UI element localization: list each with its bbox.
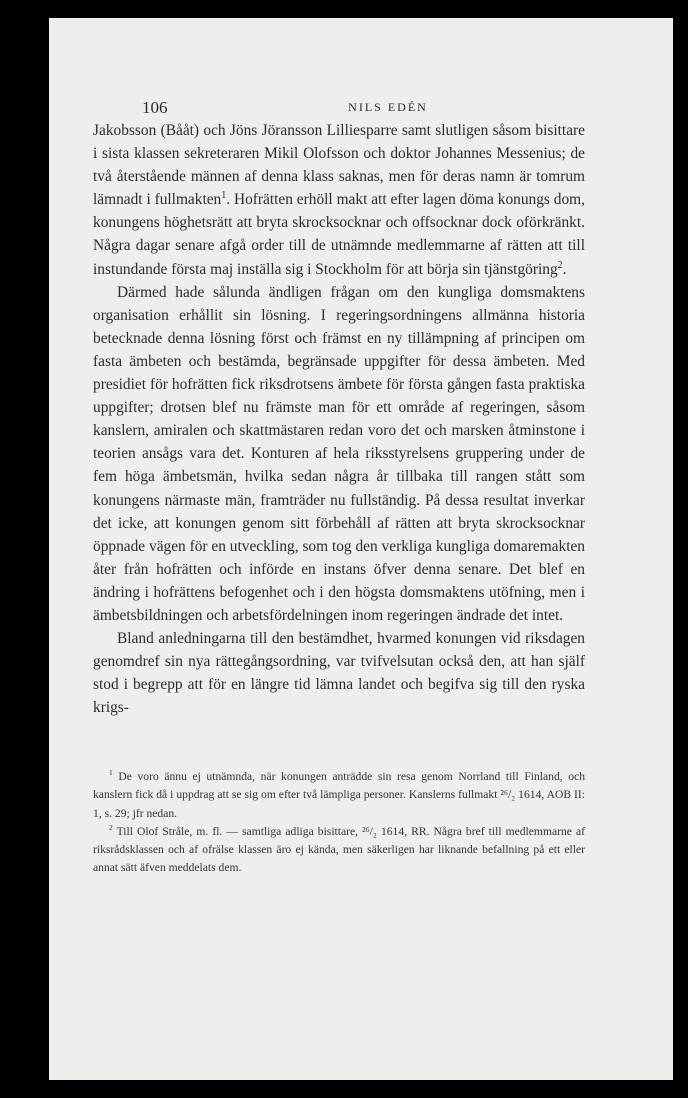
footnote-mark: 1 xyxy=(109,768,113,778)
footnotes xyxy=(93,768,585,878)
footnote-mark: 2 xyxy=(109,823,113,833)
page-number: 106 xyxy=(142,98,168,117)
running-head: NILS EDÉN xyxy=(348,100,428,114)
footnote: $^2$ Till Olof Stråle, m. fl. — samtliga adliga bisittare, ²⁶/₂ 1614, RR. Några bref till medlemmarne af riksrådsklassen och af ofrälse klassen äro ej kända, men säkerligen har liknande befallning på ett eller annat sätt äfven meddelats dem. xyxy=(93,823,585,875)
paragraph: Bland anledningarna till den bestämdhet, hvarmed konungen vid riksdagen genomdref sin nya rättegångsordning, var tvifvelsutan också den, att han själf stod i begrepp att för en längre tid lämna landet och begifva sig till den ryska krigs- xyxy=(93,630,585,717)
footnote-ref: 1 xyxy=(221,190,227,202)
paragraph: Jakobsson (Bååt) och Jöns Jöransson Lilliesparre samt slutligen såsom bisittare i sista klassen sekreteraren Mikil Olofsson och doktor Johannes Messenius; de två återstående männen af denna klass saknas, men för deras namn är tomrum lämnadt i fullmakten$^1$. Hofrätten erhöll makt att efter lagen döma konungs dom, konungens höghetsrätt att bryta skrocksocknar och offsocknar dock oförkränkt. Några dagar senare afgå order till de utnämnde medlemmarne af rätten att till instundande första maj inställa sig i Stockholm för att börja sin tjänstgöring$^2$. xyxy=(93,122,585,278)
paragraph: Därmed hade sålunda ändligen frågan om den kungliga domsmaktens organisation erhållit sin lösning. I regeringsordningens allmänna historia betecknade denna lösning först och främst en ny tillämpning af principen om fasta ämbeten och bestämda, begränsade uppgifter för dessa ämbeten. Med presidiet för hofrätten fick riksdrotsens ämbete för första gången fasta praktiska uppgifter; drotsen blef nu främste man för ett område af regeringen, såsom kanslern, amiralen och skattmästaren redan voro det och marsken åtminstone i teorien ansågs vara det. Konturen af hela riksstyrelsens gruppering under de fem höga ämbetsmän, hvilka sedan några år tillbaka till rangen stått som konungens närmaste män, framträder nu fullständig. På dessa resultat inverkar det icke, att konungen genom sitt förbehåll af rätten att bryta skrocksocknar öppnade vägen för en utveckling, som tog den verkliga kungliga domaremakten åter från hofrätten och införde en instans öfver denna senare. Det blef en ändring i hofrättens befogenhet och i den högsta domsmaktens utöfning, men i ämbetsbildningen och arbetsfördelningen inom regeringen ändrade det intet. xyxy=(93,283,585,624)
footnote-ref: 2 xyxy=(557,259,563,271)
body-text xyxy=(93,119,585,719)
footnote: $^1$ De voro ännu ej utnämnda, när konungen anträdde sin resa genom Norrland till Finland, och kanslern fick då i uppdrag att se sig om efter två lämpliga personer. Kanslerns fullmakt ²⁶/₂ 1614, AOB II: 1, s. 29; jfr nedan. xyxy=(93,768,586,820)
